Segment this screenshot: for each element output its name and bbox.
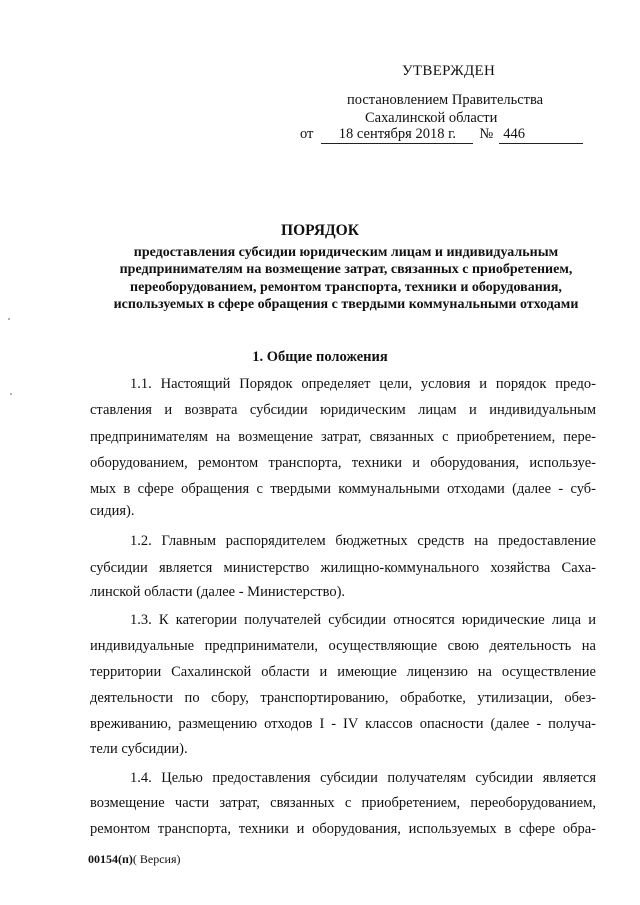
body-line: 1.1. Настоящий Порядок определяет цели, условия и порядок предо- <box>130 376 596 392</box>
document-subtitle <box>80 244 612 314</box>
approval-line-2: Сахалинской области <box>365 110 498 126</box>
body-line: субсидии является министерство жилищно-коммунального хозяйства Саха- <box>90 560 596 576</box>
number-sign: № <box>479 126 494 142</box>
from-label: от <box>300 126 314 142</box>
body-line: вреживанию, размещению отходов I - IV классов опасности (далее - получа- <box>90 716 596 732</box>
scan-speck <box>10 393 12 395</box>
body-line: ремонтом транспорта, техники и оборудования, используемых в сфере обра- <box>90 821 596 837</box>
body-line: 1.2. Главным распорядителем бюджетных средств на предоставление <box>130 533 596 549</box>
body-line: индивидуальные предприниматели, осуществляющие свою деятельность на <box>90 638 596 654</box>
document-heading: ПОРЯДОК <box>281 222 359 239</box>
body-line: оборудованием, ремонтом транспорта, техники и оборудования, используе- <box>90 455 596 471</box>
body-line: возмещение части затрат, связанных с приобретением, переоборудованием, <box>90 795 596 811</box>
subtitle-line: предпринимателям на возмещение затрат, связанных с приобретением, <box>119 262 573 278</box>
body-line: мых в сфере обращения с твердыми коммунальными отходами (далее - суб- <box>90 481 596 497</box>
body-line: 1.4. Целью предоставления субсидии получателям субсидии является <box>130 770 596 786</box>
body-line: сидия). <box>90 503 135 519</box>
body-line: территории Сахалинской области и имеющие лицензию на осуществление <box>90 664 596 680</box>
subtitle-line: переоборудованием, ремонтом транспорта, техники и оборудования, <box>130 279 562 295</box>
body-line: ставления и возврата субсидии юридическим лицам и индивидуальным <box>90 402 596 418</box>
approval-line-1: постановлением Правительства <box>347 92 544 108</box>
document-footer <box>88 852 181 867</box>
subtitle-line: используемых в сфере обращения с твердыми коммунальными отходами <box>113 297 579 313</box>
body-line: тели субсидии). <box>90 741 188 757</box>
document-version: ( Версия) <box>132 852 181 866</box>
approval-title: УТВЕРЖДЕН <box>402 63 496 79</box>
body-line: 1.3. К категории получателей субсидии относятся юридические лица и <box>130 612 596 628</box>
document-code: 00154(п) <box>88 852 133 866</box>
body-line: предпринимателям на возмещение затрат, связанных с приобретением, пере- <box>90 429 596 445</box>
body-line: линской области (далее - Министерство). <box>90 584 346 600</box>
body-line: деятельности по сбору, транспортированию, обработке, утилизации, обез- <box>90 690 596 706</box>
scan-speck <box>8 318 10 320</box>
approval-date-line <box>300 126 583 144</box>
subtitle-line: предоставления субсидии юридическим лицам и индивидуальным <box>133 245 559 260</box>
section-title: 1. Общие положения <box>252 349 388 365</box>
approval-date: 18 сентября 2018 г. <box>321 126 473 144</box>
approval-number: 446 <box>499 126 583 144</box>
